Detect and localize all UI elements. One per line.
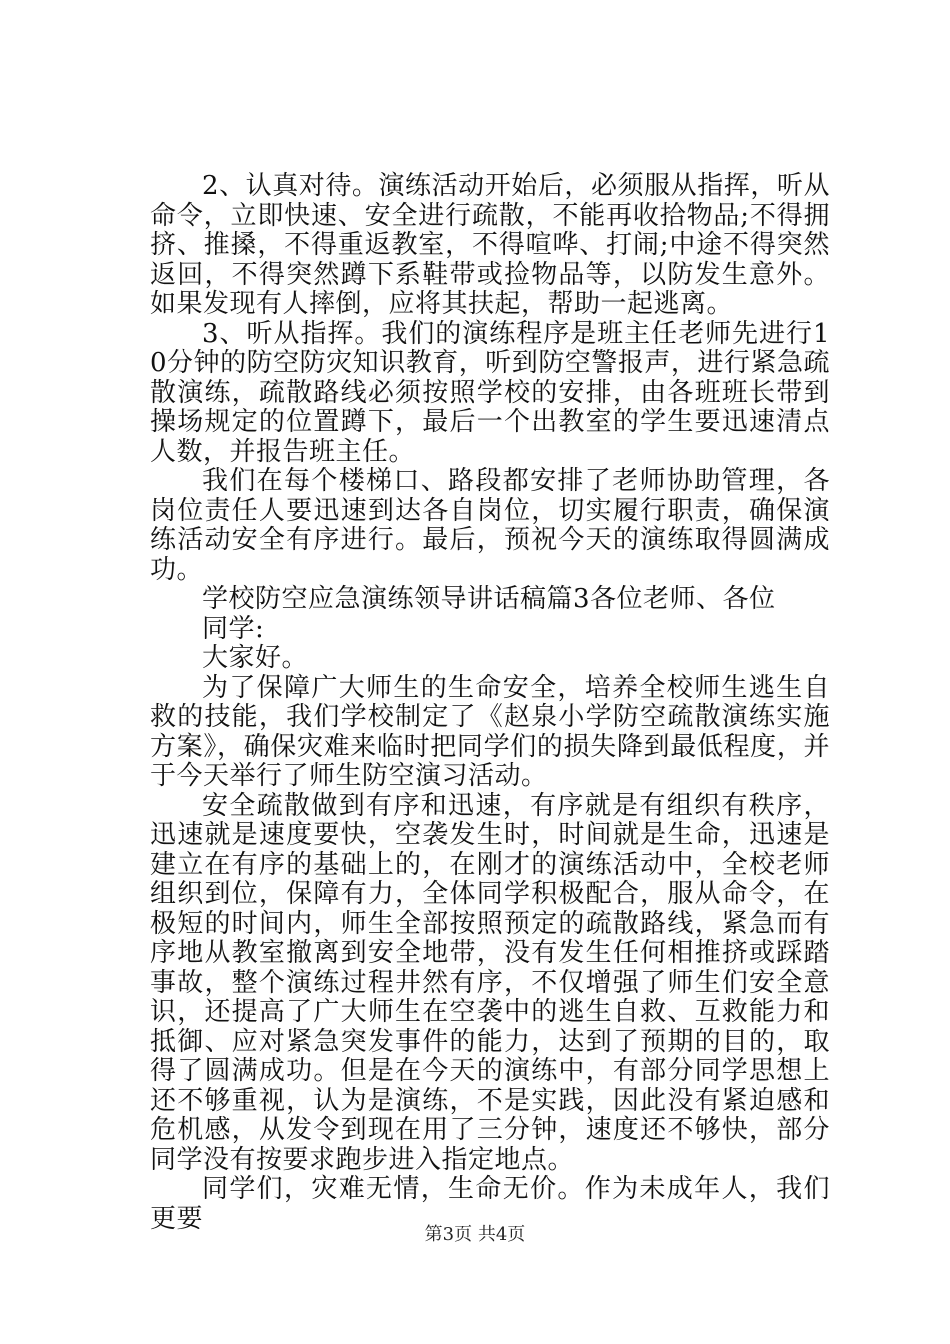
paragraph-evaluation: 安全疏散做到有序和迅速，有序就是有组织有秩序，迅速就是速度要快，空袭发生时，时间就是生命，迅速是建立在有序的基础上的，在刚才的演练活动中，全校老师组织到位，保障有力，全体同学积极配合，服从命令，在极短的时间内，师生全部按照预定的疏散路线，紧急而有序地从教室撤离到安全地带，没有发生任何相推挤或踩踏事故，整个演练过程井然有序，不仅增强了师生们安全意识，还提高了广大师生在空袭中的逃生自救、互救能力和抵御、应对紧急突发事件的能力，达到了预期的目的，取得了圆满成功。但是在今天的演练中，有部分同学思想上还不够重视，认为是演练，不是实践，因此没有紧迫感和危机感，从发令到现在用了三分钟，速度还不够快，部分同学没有按要求跑步进入指定地点。 (150, 790, 830, 1175)
salutation: 同学: (202, 613, 265, 644)
paragraph-item-2: 2、认真对待。演练活动开始后，必须服从指挥，听从命令，立即快速、安全进行疏散，不能再收拾物品;不得拥挤、推搡，不得重返教室，不得喧哗、打闹;中途不得突然返回，不得突然蹲下系鞋带或捡物品等，以防发生意外。如果发现有人摔倒，应将其扶起，帮助一起逃离。 (150, 171, 830, 319)
paragraph-item-3: 3、听从指挥。我们的演练程序是班主任老师先进行10分钟的防空防灾知识教育，听到防空警报声，进行紧急疏散演练，疏散路线必须按照学校的安排，由各班班长带到操场规定的位置蹲下，最后一个出教室的学生要迅速清点人数，并报告班主任。 (150, 318, 830, 467)
document-body (150, 172, 830, 1234)
section-heading: 学校防空应急演练领导讲话稿篇3各位老师、各位 (202, 584, 776, 614)
greeting: 大家好。 (202, 643, 309, 673)
page-number-footer: 第3页 共4页 (424, 1224, 526, 1245)
paragraph-closing: 同学们，灾难无情，生命无价。作为未成年人，我们更要 (150, 1174, 830, 1234)
paragraph-supervision: 我们在每个楼梯口、路段都安排了老师协助管理，各岗位责任人要迅速到达各自岗位，切实履行职责，确保演练活动安全有序进行。最后，预祝今天的演练取得圆满成功。 (150, 466, 830, 585)
paragraph-purpose: 为了保障广大师生的生命安全，培养全校师生逃生自救的技能，我们学校制定了《赵泉小学防空疏散演练实施方案》，确保灾难来临时把同学们的损失降到最低程度，并于今天举行了师生防空演习活动。 (150, 672, 830, 791)
